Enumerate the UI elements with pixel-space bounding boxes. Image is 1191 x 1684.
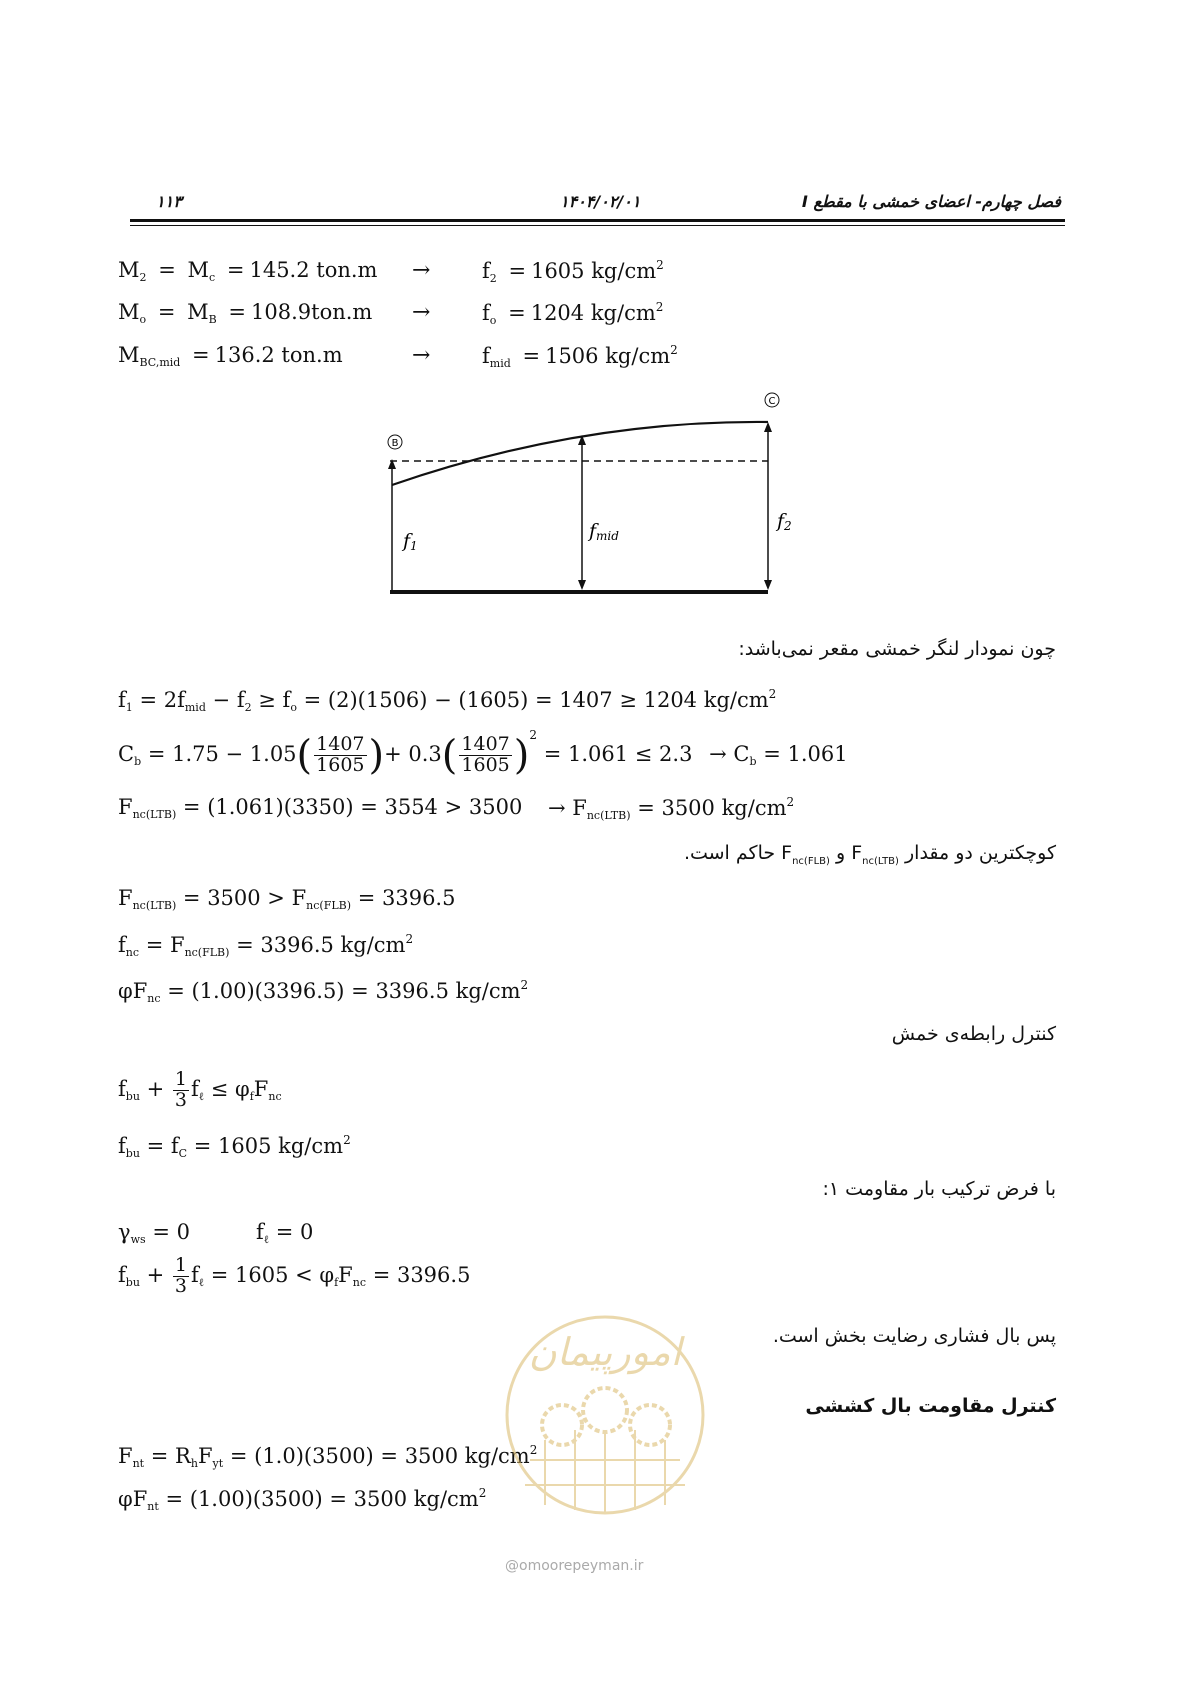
- stress-curve: [392, 422, 768, 485]
- tension-check-heading: کنترل مقاومت بال کششی: [805, 1395, 1056, 1417]
- fnc-ltb-equation: $F_{nc(LTB)} = (1.061)(3350) = 3554 > 3500$: [118, 795, 523, 821]
- header-rule: [130, 219, 1065, 222]
- load-combo-note: با فرض ترکیب بار مقاومت ۱:: [822, 1178, 1056, 1200]
- svg-text:امورپیمان: امورپیمان: [528, 1330, 682, 1374]
- label-fmid: fmid: [589, 520, 619, 543]
- arrow: →: [412, 343, 431, 368]
- f2-value: $f_2 = 1605$ $kg/cm^2$: [482, 258, 664, 285]
- compression-ok-note: پس بال فشاری رضایت بخش است.: [772, 1325, 1056, 1347]
- fnc-equation: $f_{nc} = F_{nc(FLB)} = 3396.5$ $kg/cm^2$: [118, 932, 414, 959]
- svg-text:B: B: [391, 438, 399, 449]
- phi-fnc-equation: $\varphi F_{nc} = (1.00)(3396.5) = 3396.5$ $kg/cm^2$: [118, 978, 529, 1005]
- f1-equation: $f_1 = 2f_{mid} - f_2 \ge f_o = (2)(1506) - (1605) = 1407 \ge 1204$ $kg/cm^2$: [118, 687, 777, 714]
- arrow: →: [412, 258, 431, 283]
- watermark-url: @omoorepeyman.ir: [505, 1558, 644, 1574]
- fmid-value: $f_{mid} = 1506$ $kg/cm^2$: [482, 343, 678, 370]
- label-f2: f2: [777, 510, 792, 533]
- svg-text:C: C: [768, 396, 776, 407]
- phi-fnt-equation: $\varphi F_{nt} = (1.00)(3500) = 3500$ $kg/cm^2$: [118, 1486, 487, 1513]
- stress-diagram: [370, 385, 790, 600]
- mbc-line: $M_{BC,mid} = 136.2$ ton.m: [118, 343, 343, 369]
- fbu-check-equation: $f_{bu}$ + $\frac{1}{3}$ $f_\ell = 1605 < \varphi_fF_{nc} = 3396.5$: [118, 1254, 471, 1297]
- header-rule-thin: [130, 225, 1065, 226]
- fnt-equation: $F_{nt} = R_hF_{yt} = (1.0)(3500) = 3500$ $kg/cm^2$: [118, 1443, 538, 1470]
- flexure-check-heading: کنترل رابطه‌ی خمش: [891, 1023, 1056, 1045]
- cb-equation: $C_b = 1.75 - 1.05$( $\frac{1407}{1605}$ )+ 0.3( $\frac{1407}{1605}$ )$^2 = 1.061 \le 2.3 \to C_b = 1.061$: [118, 728, 848, 779]
- fl-zero-equation: $f_\ell = 0$: [256, 1220, 314, 1246]
- not-concave-note: چون نمودار لنگر خمشی مقعر نمی‌باشد:: [738, 638, 1056, 660]
- fo-value: $f_o = 1204$ $kg/cm^2$: [482, 300, 664, 327]
- watermark-logo: [500, 1290, 710, 1550]
- fnc-ltb-result: → $F_{nc(LTB)} = 3500$ $kg/cm^2$: [548, 795, 795, 822]
- gamma-equation: $\gamma_{ws} = 0$: [118, 1220, 190, 1246]
- page-number: ۱۱۳: [156, 192, 182, 211]
- fbu-equation: $f_{bu} = f_C = 1605$ $kg/cm^2$: [118, 1133, 351, 1160]
- m2-line: $M_2 = M_c = 145.2$ ton.m: [118, 258, 378, 284]
- fnc-compare: $F_{nc(LTB)} = 3500 > F_{nc(FLB)} = 3396.5$: [118, 886, 456, 912]
- smaller-governs-note: کوچکترین دو مقدار $F_{nc(LTB)}$ و $F_{nc(FLB)}$ حاکم است.: [683, 842, 1056, 867]
- arrow: →: [412, 300, 431, 325]
- mo-line: $M_o = M_B = 108.9ton.m$: [118, 300, 373, 326]
- header-date: ۱۴۰۴/۰۲/۰۱: [560, 192, 641, 211]
- fbu-inequality: $f_{bu}$ + $\frac{1}{3}$ $f_\ell \le \varphi_fF_{nc}$: [118, 1068, 282, 1111]
- label-f1: f1: [403, 530, 418, 553]
- chapter-title: فصل چهارم- اعضای خمشی با مقطع I: [801, 192, 1061, 211]
